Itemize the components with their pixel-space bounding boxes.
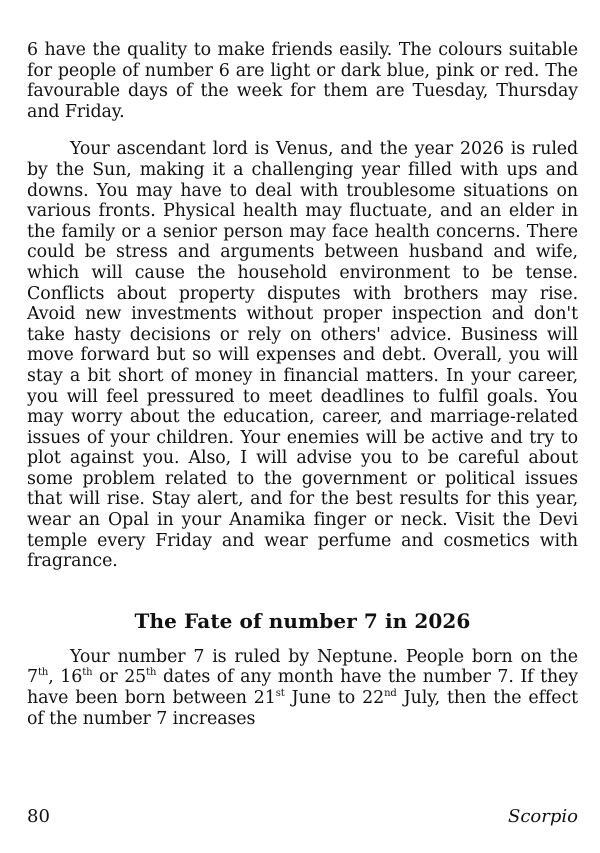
- ordinal-suffix: th: [146, 667, 157, 679]
- p3-text-a: Your number 7 is ruled by Neptune. People born on the 7: [27, 646, 578, 688]
- paragraph-1: 6 have the quality to make friends easily. The colours suitable for people of number 6 are light or dark blue, pink or red. The favourable days of the week for them are Tuesday, Thursday and Friday.: [27, 40, 578, 122]
- section-heading: The Fate of number 7 in 2026: [134, 608, 471, 633]
- ordinal-suffix: th: [82, 667, 93, 679]
- ordinal-suffix: nd: [384, 688, 397, 700]
- page-content: [27, 40, 578, 729]
- p3-text-e: June to 22: [284, 688, 385, 709]
- p3-text-c: or 25: [92, 667, 147, 688]
- ordinal-suffix: st: [275, 688, 285, 700]
- p3-text-f: July, then the effect of the number 7 increases: [27, 688, 578, 729]
- paragraph-3: [27, 647, 578, 729]
- paragraph-2: Your ascendant lord is Venus, and the year 2026 is ruled by the Sun, making it a challenging year filled with ups and downs. You may have to deal with troublesome situations on various fronts. Physical health may fluctuate, and an elder in the family or a senior person may face health concerns. There could be stress and arguments between husband and wife, which will cause the household environment to be tense. Conflicts about property disputes with brothers may rise. Avoid new investments without proper inspection and don't take hasty decisions or rely on others' advice. Business will move forward but so will expenses and debt. Overall, you will stay a bit short of money in financial matters. In your career, you will feel pressured to meet deadlines to fulfil goals. You may worry about the education, career, and marriage-related issues of your children. Your enemies will be active and try to plot against you. Also, I will advise you to be careful about some problem related to the government or political issues that will rise. Stay alert, and for the best results for this year, wear an Opal in your Anamika finger or neck. Visit the Devi temple every Friday and wear perfume and cosmetics with fragrance.: [27, 139, 578, 572]
- running-title: Scorpio: [508, 806, 578, 827]
- page-number: 80: [27, 806, 50, 827]
- p3-text-b: , 16: [48, 667, 83, 688]
- page-footer: [27, 806, 578, 830]
- p3-text-d: dates of any month have the number 7. If they have been born between 21: [27, 667, 578, 709]
- ordinal-suffix: th: [37, 667, 49, 679]
